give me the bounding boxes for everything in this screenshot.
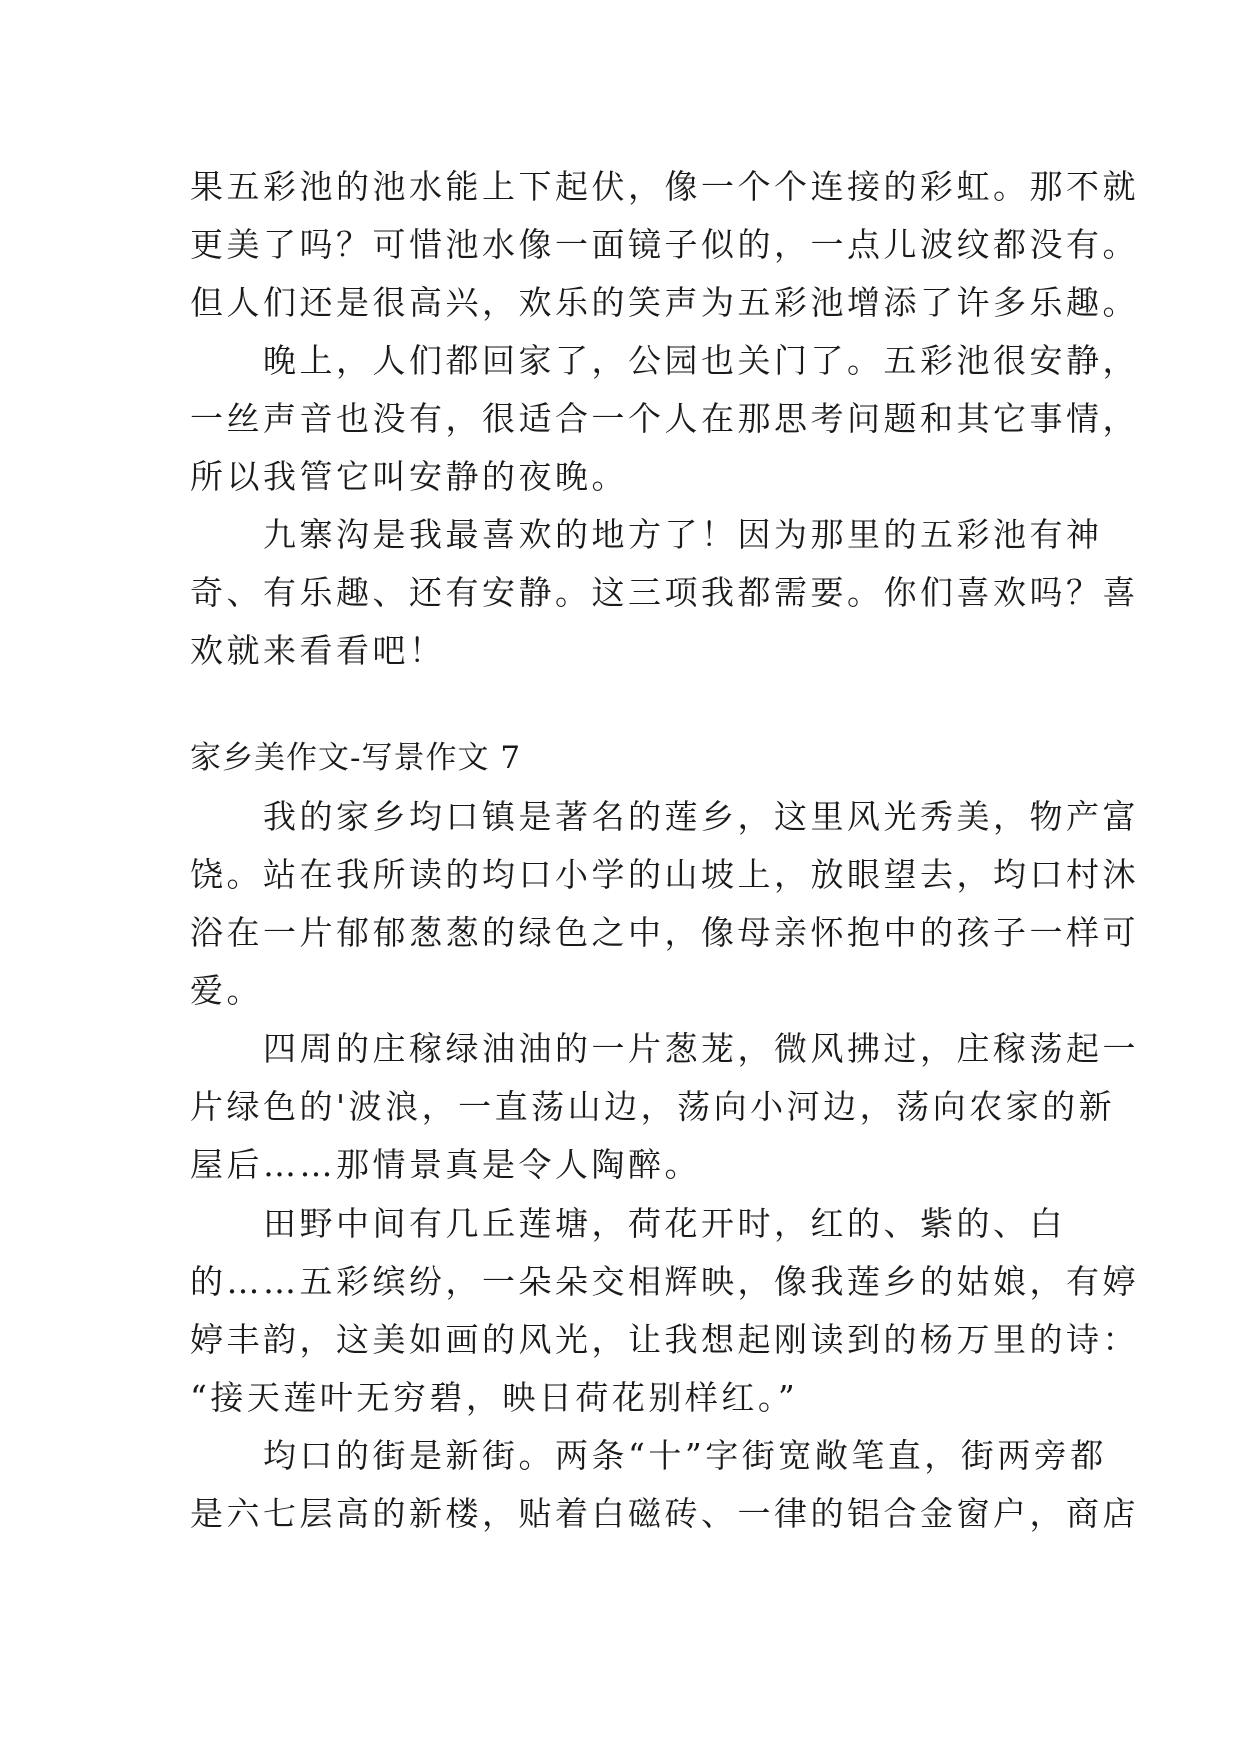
text-line: 片绿色的'波浪，一直荡山边，荡向小河边，荡向农家的新: [190, 1087, 1116, 1126]
text-line: 浴在一片郁郁葱葱的绿色之中，像母亲怀抱中的孩子一样可: [190, 913, 1139, 952]
text-line: 奇、有乐趣、还有安静。这三项我都需要。你们喜欢吗？喜: [190, 573, 1139, 612]
text-line: 饶。站在我所读的均口小学的山坡上，放眼望去，均口村沐: [190, 855, 1139, 894]
text-line: 欢就来看看吧！: [190, 631, 446, 670]
text-line: 是六七层高的新楼，贴着白磁砖、一律的铝合金窗户，商店: [190, 1494, 1139, 1533]
text-line: “接天莲叶无穷碧，映日荷花别样红。”: [190, 1378, 799, 1417]
text-line: 的……五彩缤纷，一朵朵交相辉映，像我莲乡的姑娘，有婷: [190, 1262, 1139, 1301]
text-line: 但人们还是很高兴，欢乐的笑声为五彩池增添了许多乐趣。: [190, 283, 1139, 322]
section-title: 家乡美作文-写景作文 7: [190, 740, 522, 776]
text-line: 更美了吗？可惜池水像一面镜子似的，一点儿波纹都没有。: [190, 225, 1139, 264]
text-line: 均口的街是新街。两条“十”字街宽敞笔直，街两旁都: [190, 1436, 1107, 1475]
text-line: 一丝声音也没有，很适合一个人在那思考问题和其它事情，: [190, 399, 1139, 438]
text-line: 田野中间有几丘莲塘，荷花开时，红的、紫的、白: [190, 1204, 1066, 1243]
text-line: 爱。: [190, 971, 263, 1010]
text-line: 我的家乡均口镇是著名的莲乡，这里风光秀美，物产富: [190, 797, 1139, 836]
text-line: 四周的庄稼绿油油的一片葱茏，微风拂过，庄稼荡起一: [190, 1029, 1139, 1068]
text-line: 所以我管它叫安静的夜晚。: [190, 457, 628, 496]
text-line: 屋后……那情景真是令人陶醉。: [190, 1145, 701, 1184]
text-line: 果五彩池的池水能上下起伏，像一个个连接的彩虹。那不就: [190, 167, 1139, 206]
text-line: 婷丰韵，这美如画的风光，让我想起刚读到的杨万里的诗：: [190, 1320, 1139, 1359]
text-line: 九寨沟是我最喜欢的地方了！因为那里的五彩池有神: [190, 515, 1103, 554]
text-line: 晚上，人们都回家了，公园也关门了。五彩池很安静，: [190, 341, 1139, 380]
